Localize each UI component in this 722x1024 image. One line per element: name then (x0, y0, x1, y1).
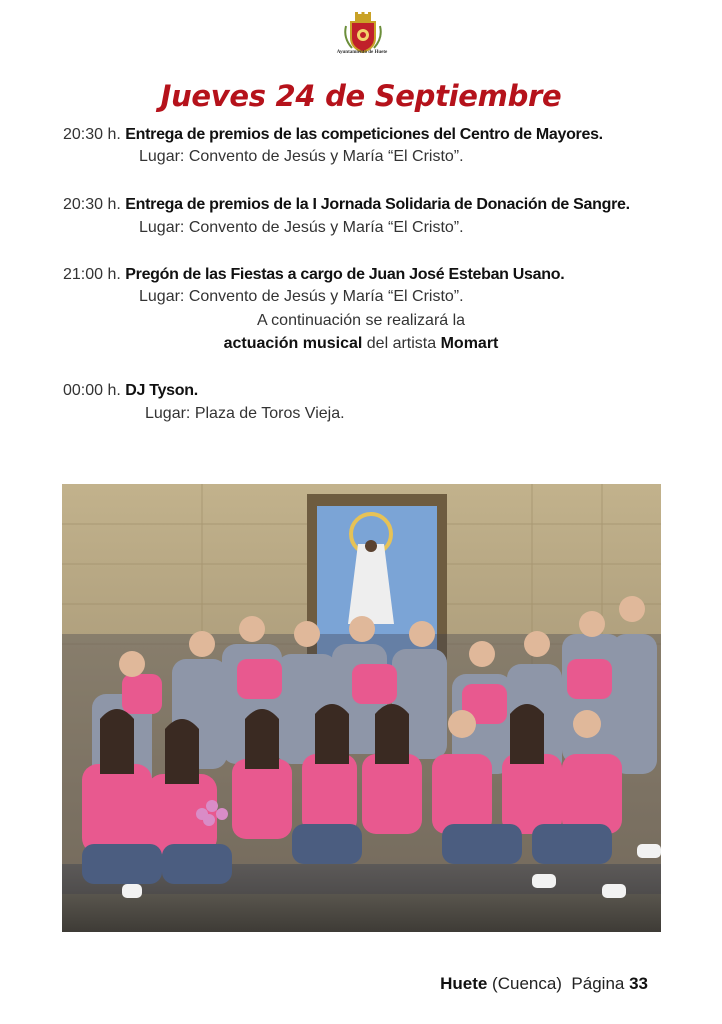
event-4 (63, 380, 703, 402)
event-2 (63, 194, 703, 216)
note-bold-artist: Momart (440, 335, 499, 352)
event-1 (63, 124, 703, 146)
footer-town: Huete (440, 974, 488, 993)
crest-caption: Ayuntamiento de Huete (336, 50, 388, 55)
event-note-line1: A continuación se realizará la (256, 312, 466, 329)
note-bold-music: actuación musical (223, 335, 363, 352)
event-3 (63, 264, 703, 286)
event-time: 00:00 h. (63, 382, 121, 399)
group-photo (62, 484, 661, 932)
page-number: 33 (629, 974, 648, 993)
event-description: Pregón de las Fiestas a cargo de Juan José Esteban Usano. (125, 266, 565, 283)
event-place: Lugar: Convento de Jesús y María “El Cristo”. (139, 288, 464, 305)
footer-region-label: (Cuenca) Página (487, 974, 630, 993)
event-time: 21:00 h. (63, 266, 121, 283)
event-place: Lugar: Plaza de Toros Vieja. (145, 405, 345, 422)
footer (440, 974, 648, 994)
event-description: DJ Tyson. (125, 382, 198, 399)
event-description: Entrega de premios de la I Jornada Solidaria de Donación de Sangre. (125, 196, 630, 213)
page-title: Jueves 24 de Septiembre (160, 79, 562, 113)
note-mid: del artista (362, 335, 441, 352)
event-time: 20:30 h. (63, 196, 121, 213)
event-description: Entrega de premios de las competiciones del Centro de Mayores. (125, 126, 603, 143)
event-note-line2 (0, 335, 722, 353)
event-place: Lugar: Convento de Jesús y María “El Cristo”. (139, 148, 464, 165)
event-place: Lugar: Convento de Jesús y María “El Cristo”. (139, 219, 464, 236)
event-time: 20:30 h. (63, 126, 121, 143)
